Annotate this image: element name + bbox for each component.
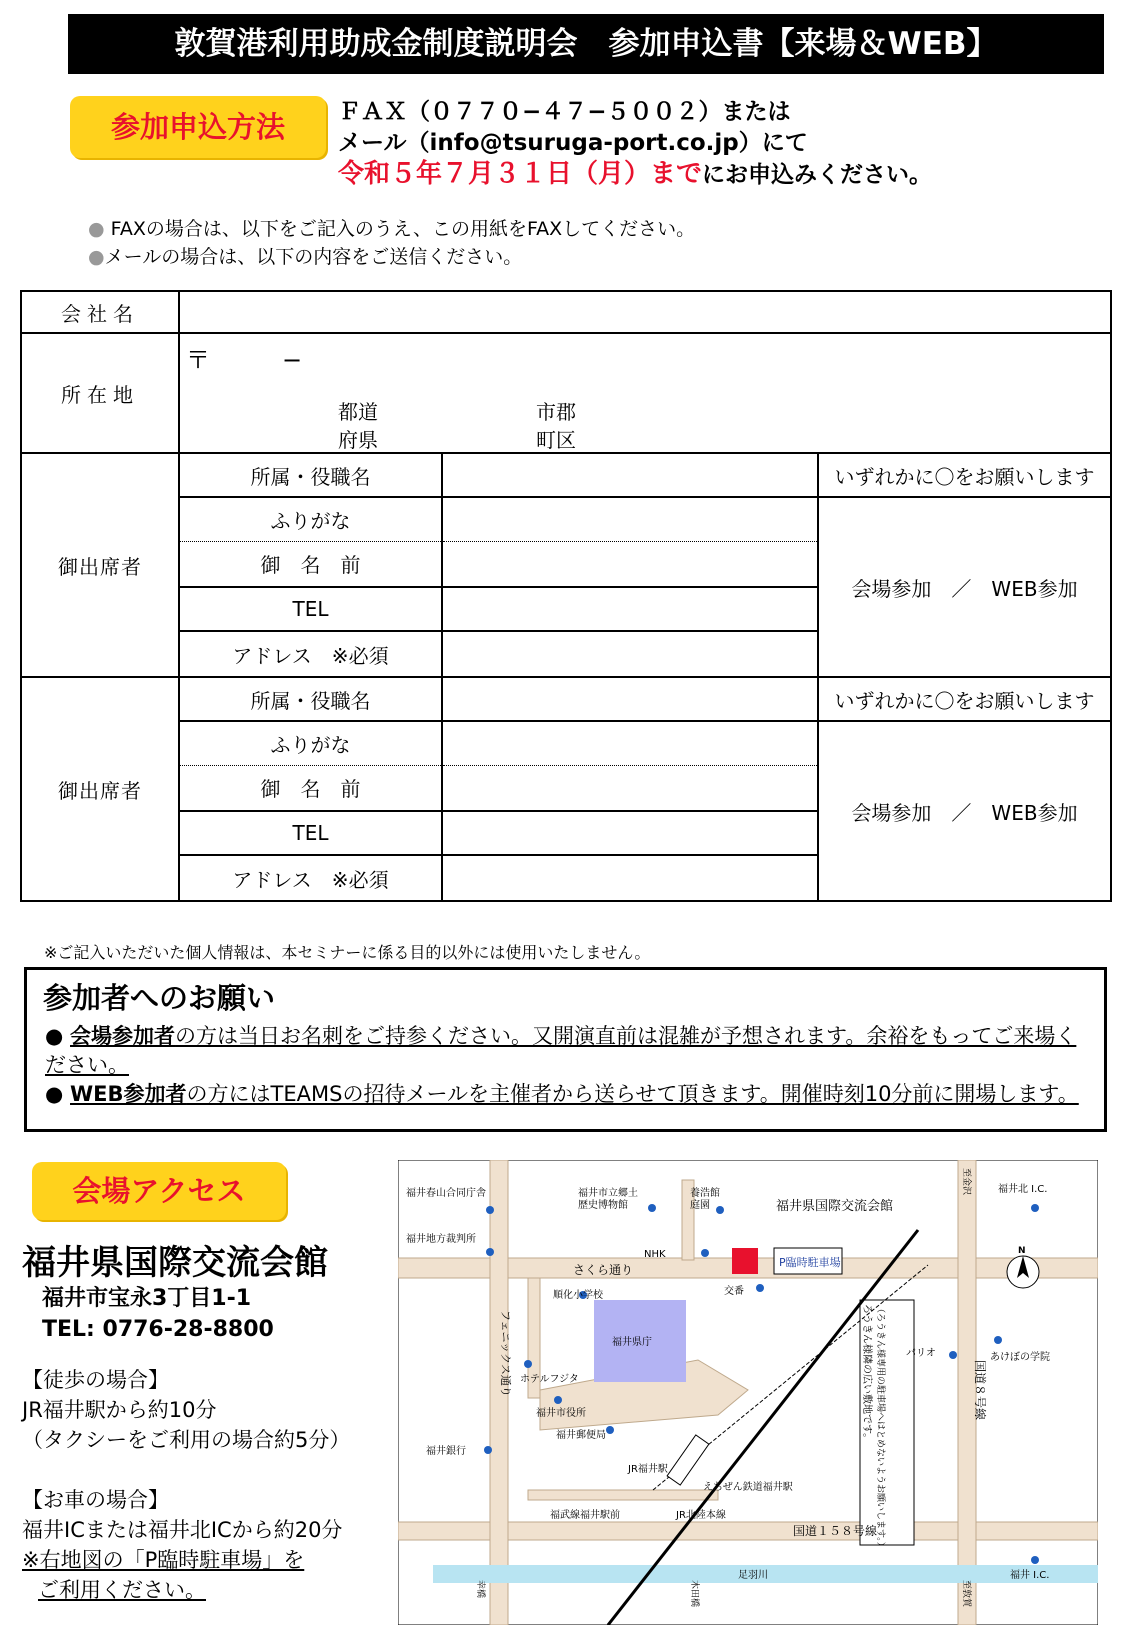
- note-fax: ● FAXの場合は、以下をご記入のうえ、この用紙をFAXしてください。: [88, 218, 696, 240]
- method-badge: 参加申込方法: [70, 96, 326, 158]
- map-dot: [554, 1396, 562, 1404]
- map-label: （ろうきん様専用の駐車場へはとめないようお願いします。）: [875, 1304, 885, 1551]
- map-label: 福武線福井駅前: [550, 1510, 620, 1521]
- dept-field[interactable]: [442, 453, 818, 497]
- attendee-label-1: 御出席者: [21, 453, 179, 677]
- map-dot: [756, 1284, 764, 1292]
- attendance-choice[interactable]: 会場参加 ／ WEB参加: [818, 497, 1111, 677]
- page-title: 敦賀港利用助成金制度説明会 参加申込書【来場＆WEB】: [68, 14, 1104, 74]
- map-dot: [1031, 1556, 1039, 1564]
- method-line2: メール（info@tsuruga-port.co.jp）にて: [338, 130, 808, 156]
- bullet-icon: ●: [88, 246, 105, 268]
- kana-field[interactable]: [442, 497, 818, 541]
- map-label: 養浩館: [690, 1188, 720, 1199]
- map-label: 国道８号線: [973, 1360, 987, 1421]
- venue-name: 福井県国際交流会館: [22, 1243, 328, 1283]
- map-dot: [484, 1446, 492, 1454]
- map-label: 至敦賀: [961, 1580, 971, 1608]
- email-label: アドレス ※必須: [179, 631, 442, 677]
- company-field[interactable]: [179, 291, 1111, 333]
- map-label: 交番: [724, 1286, 744, 1297]
- attendance-choice[interactable]: 会場参加 ／ WEB参加: [818, 721, 1111, 901]
- map-label: 幸橋: [475, 1580, 485, 1599]
- prefecture-suffix: 都道 府県: [338, 400, 378, 452]
- map-label: 福井市立郷土: [578, 1188, 638, 1199]
- access-guide: 【徒歩の場合】 JR福井駅から約10分 （タクシーをご利用の場合約5分） 【お車の場合】 福井ICまたは福井北ICから約20分 ※右地図の「P臨時駐車場」を ご利用ください。: [22, 1368, 351, 1602]
- name-label: 御 名 前: [179, 541, 442, 587]
- map-label: 福井郵便局: [556, 1430, 606, 1441]
- map-dot: [1031, 1204, 1039, 1212]
- note-email: ●メールの場合は、以下の内容をご送信ください。: [88, 246, 523, 268]
- instruction-notes: [88, 215, 695, 271]
- name-label: 御 名 前: [179, 765, 442, 811]
- map-label: 福井地方裁判所: [406, 1234, 476, 1245]
- map-label: 福井 I.C.: [1010, 1570, 1050, 1581]
- request-heading: 参加者へのお願い: [43, 981, 276, 1015]
- map-label: ホテルフジタ: [520, 1374, 579, 1385]
- map-label: さくら通り: [573, 1263, 634, 1277]
- choice-header: いずれかに〇をお願いします: [818, 677, 1111, 721]
- name-field[interactable]: [442, 765, 818, 811]
- map-label: JR北陸本線: [676, 1510, 726, 1521]
- method-line1: ＦＡＸ（０７７０−４７−５００２）または: [338, 99, 791, 125]
- venue-address: 福井市宝永3丁目1-1 TEL: 0776-28-8800: [42, 1283, 274, 1345]
- map-dot: [701, 1249, 709, 1257]
- request-box: [24, 967, 1107, 1132]
- kana-field[interactable]: [442, 721, 818, 765]
- map-dot: [949, 1351, 957, 1359]
- privacy-note: ※ご記入いただいた個人情報は、本セミナーに係る目的以外には使用いたしません。: [44, 943, 651, 962]
- method-line3: [338, 159, 932, 191]
- map-dot: [486, 1248, 494, 1256]
- email-label: アドレス ※必須: [179, 855, 442, 901]
- dept-label: 所属・役職名: [179, 677, 442, 721]
- application-form: [20, 290, 1112, 902]
- kana-label: ふりがな: [179, 721, 442, 765]
- deadline: 令和５年７月３１日（月）まで: [338, 159, 703, 189]
- bullet-icon: ●: [88, 218, 105, 240]
- map-label: えちぜん鉄道福井駅: [703, 1482, 793, 1493]
- bullet-icon: ●: [45, 1024, 64, 1048]
- map-label: 順化小学校: [553, 1290, 603, 1301]
- map-label: あけぼの学院: [990, 1352, 1050, 1363]
- dept-label: 所属・役職名: [179, 453, 442, 497]
- request-item-2: ● WEB参加者の方にはTEAMSの招待メールを主催者から送らせて頂きます。開催時刻10分前に開場します。: [45, 1082, 1079, 1106]
- map-label: 至金沢: [961, 1168, 971, 1196]
- map-dot: [606, 1426, 614, 1434]
- address-field[interactable]: [179, 333, 1111, 453]
- map-dot: [994, 1336, 1002, 1344]
- map-dot: [486, 1206, 494, 1214]
- access-map: [398, 1160, 1098, 1625]
- access-badge: 会場アクセス: [32, 1162, 286, 1220]
- map-label: JR福井駅: [628, 1464, 668, 1475]
- address-label: 所在地: [21, 333, 179, 453]
- attendee-label-2: 御出席者: [21, 677, 179, 901]
- map-label: 福井県庁: [612, 1337, 652, 1348]
- choice-header: いずれかに〇をお願いします: [818, 453, 1111, 497]
- map-label: パリオ: [906, 1348, 936, 1359]
- map-dot: [524, 1360, 532, 1368]
- map-label: 福井春山合同庁舎: [406, 1188, 486, 1199]
- map-label: 庭園: [690, 1200, 710, 1211]
- method-text: [338, 97, 932, 191]
- company-label: 会社名: [21, 291, 179, 333]
- map-label: NHK: [644, 1249, 666, 1260]
- map-label: 福井県国際交流会館: [776, 1199, 894, 1214]
- map-label: P臨時駐車場: [779, 1256, 841, 1269]
- map-label: 福井市役所: [536, 1408, 586, 1419]
- map-dot: [648, 1204, 656, 1212]
- map-label: ろうきん様隣の広い敷地です。: [861, 1304, 872, 1444]
- tel-field[interactable]: [442, 587, 818, 631]
- bullet-icon: ●: [45, 1082, 64, 1106]
- map-label: 足羽川: [738, 1570, 768, 1581]
- email-field[interactable]: [442, 631, 818, 677]
- dept-field[interactable]: [442, 677, 818, 721]
- email-field[interactable]: [442, 855, 818, 901]
- map-label: フェニックス通り: [499, 1310, 512, 1397]
- kana-label: ふりがな: [179, 497, 442, 541]
- map-label: 木田橋: [689, 1580, 699, 1608]
- request-item-1: ● 会場参加者の方は当日お名刺をご持参ください。又開演直前は混雑が予想されます。余裕をもってご来場ください。: [45, 1024, 1077, 1077]
- map-dot: [716, 1206, 724, 1214]
- map-label: 福井銀行: [426, 1446, 466, 1457]
- tel-label: TEL: [179, 587, 442, 631]
- map-label: 国道１５８号線: [793, 1524, 878, 1538]
- city-suffix: 市郡 町区: [536, 400, 576, 452]
- tel-label: TEL: [179, 811, 442, 855]
- parking-icon: [732, 1248, 758, 1274]
- map-label: 歴史博物館: [578, 1200, 628, 1211]
- postal-mark: 〒 −: [186, 346, 303, 374]
- compass-n: N: [1018, 1246, 1026, 1256]
- tel-field[interactable]: [442, 811, 818, 855]
- method-line3-rest: にお申込みください。: [702, 162, 933, 188]
- map-label: 福井北 I.C.: [998, 1184, 1048, 1195]
- name-field[interactable]: [442, 541, 818, 587]
- venue-tel: TEL: 0776-28-8800: [42, 1317, 274, 1342]
